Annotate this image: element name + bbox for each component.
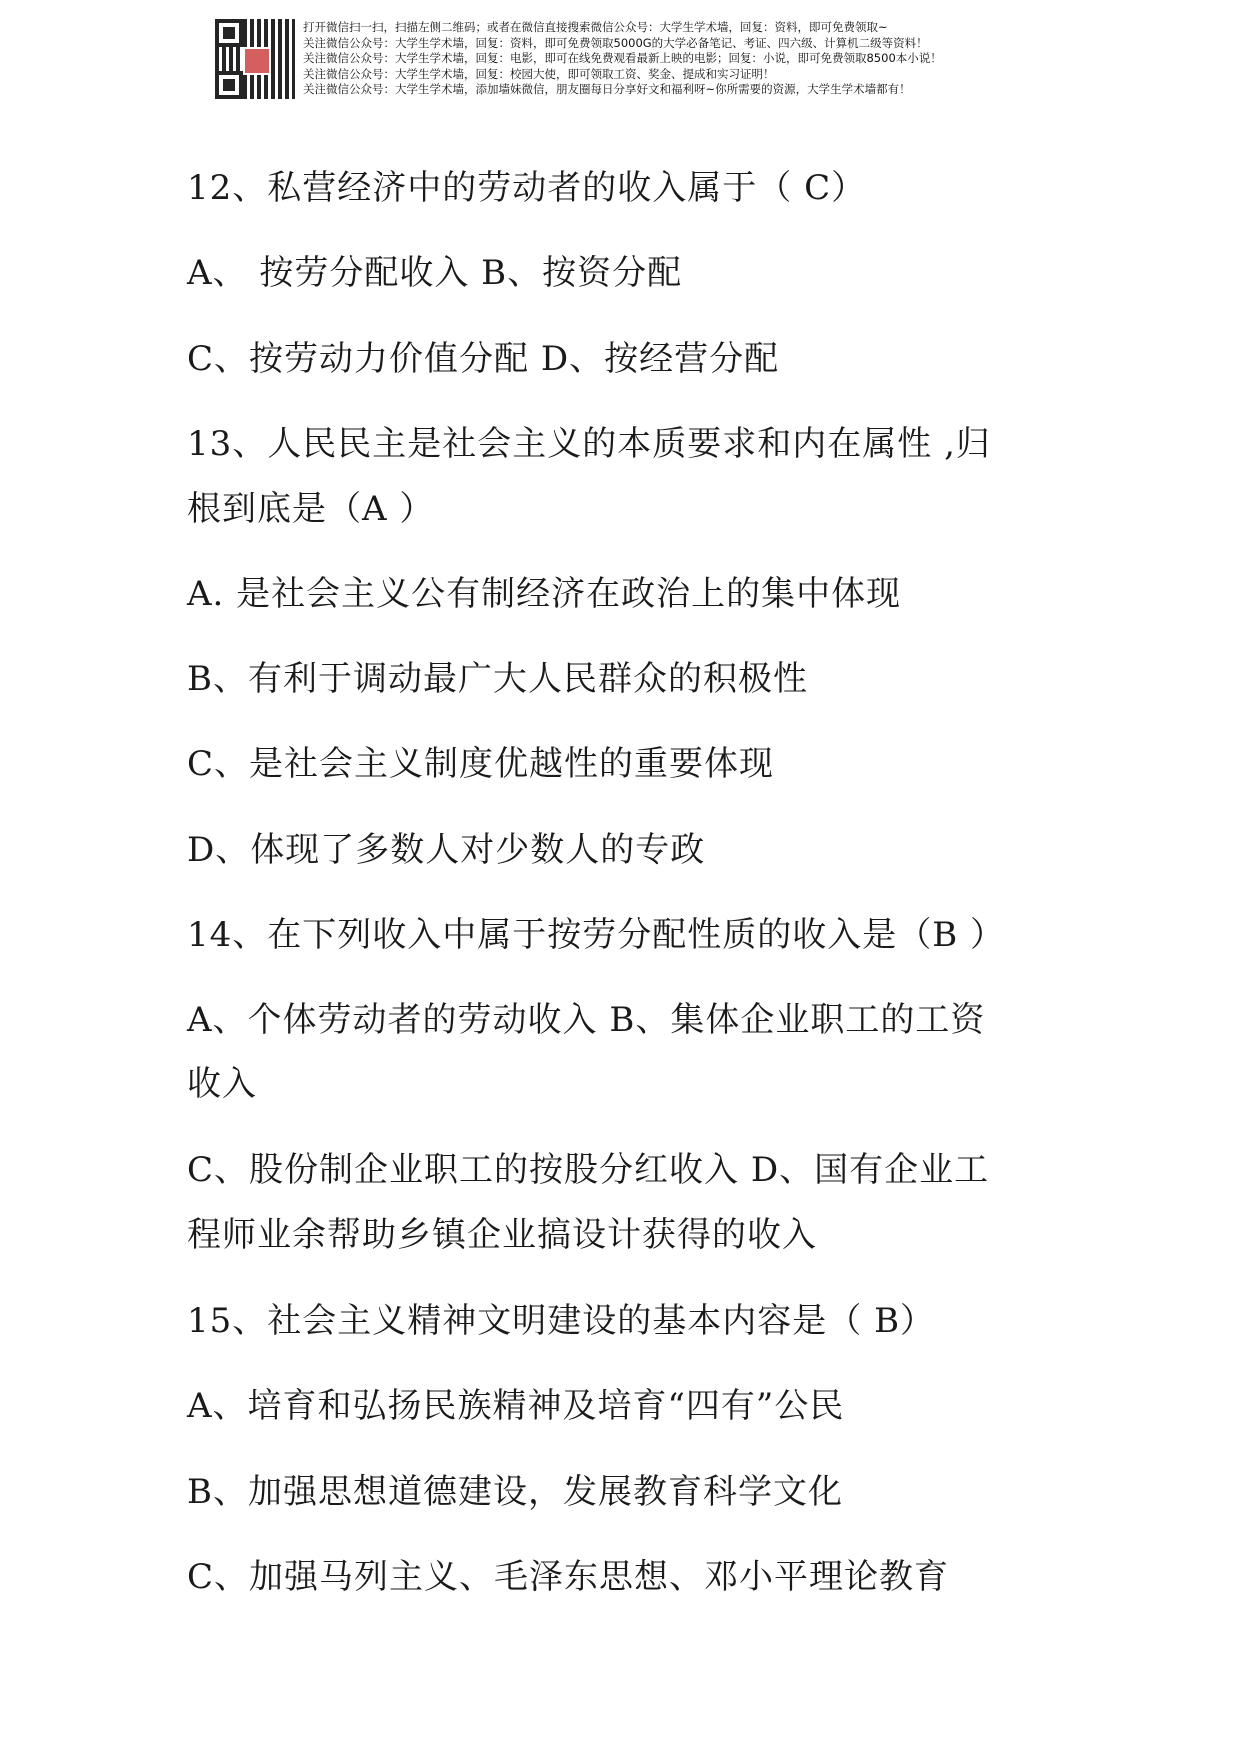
- option-line: A、个体劳动者的劳动收入 B、集体企业职工的工资: [187, 1000, 986, 1040]
- promo-line: 打开微信扫一扫，扫描左侧二维码；或者在微信直接搜索微信公众号：大学生学术墙，回复：资料，即可免费领取~: [303, 20, 888, 34]
- qr-code-image: [215, 19, 295, 99]
- option-line: C、股份制企业职工的按股分红收入 D、国有企业工: [187, 1150, 990, 1190]
- question-14: 14、在下列收入中属于按劳分配性质的收入是（B ）: [187, 915, 1006, 955]
- option-line: B、有利于调动最广大人民群众的积极性: [187, 659, 808, 699]
- promo-line: 关注微信公众号：大学生学术墙，添加墙妹微信，朋友圈每日分享好文和福利呀~你所需要的资源，大学生学术墙都有！: [303, 82, 911, 97]
- option-line: B、加强思想道德建设，发展教育科学文化: [187, 1472, 843, 1512]
- question-15: 15、社会主义精神文明建设的基本内容是（ B）: [187, 1301, 936, 1341]
- question-13-cont: 根到底是（A ）: [187, 489, 435, 529]
- option-line: A、 按劳分配收入 B、按资分配: [187, 253, 683, 293]
- promo-line: 关注微信公众号：大学生学术墙，回复：资料，即可免费领取5000G的大学必备笔记、考证、四六级、计算机二级等资料！: [303, 35, 928, 50]
- question-12: 12、私营经济中的劳动者的收入属于（ C）: [187, 168, 867, 208]
- option-line: A. 是社会主义公有制经济在政治上的集中体现: [187, 574, 902, 614]
- promo-line: 关注微信公众号：大学生学术墙，回复：校园大使，即可领取工资、奖金、提成和实习证明！: [303, 66, 775, 81]
- option-line: D、体现了多数人对少数人的专政: [187, 830, 706, 870]
- option-line: C、按劳动力价值分配 D、按经营分配: [187, 339, 780, 379]
- option-line: A、培育和弘扬民族精神及培育“四有”公民: [187, 1386, 845, 1426]
- option-line: C、是社会主义制度优越性的重要体现: [187, 744, 775, 784]
- question-13: 13、人民民主是社会主义的本质要求和内在属性 ,归: [187, 424, 991, 464]
- option-line-cont: 收入: [187, 1064, 257, 1104]
- option-line-cont: 程师业余帮助乡镇企业搞设计获得的收入: [187, 1215, 817, 1255]
- promo-line: 关注微信公众号：大学生学术墙，回复：电影，即可在线免费观看最新上映的电影；回复：小说，即可免费领取8500本小说！: [303, 51, 942, 66]
- option-line: C、加强马列主义、毛泽东思想、邓小平理论教育: [187, 1557, 950, 1597]
- promo-header: [303, 20, 942, 98]
